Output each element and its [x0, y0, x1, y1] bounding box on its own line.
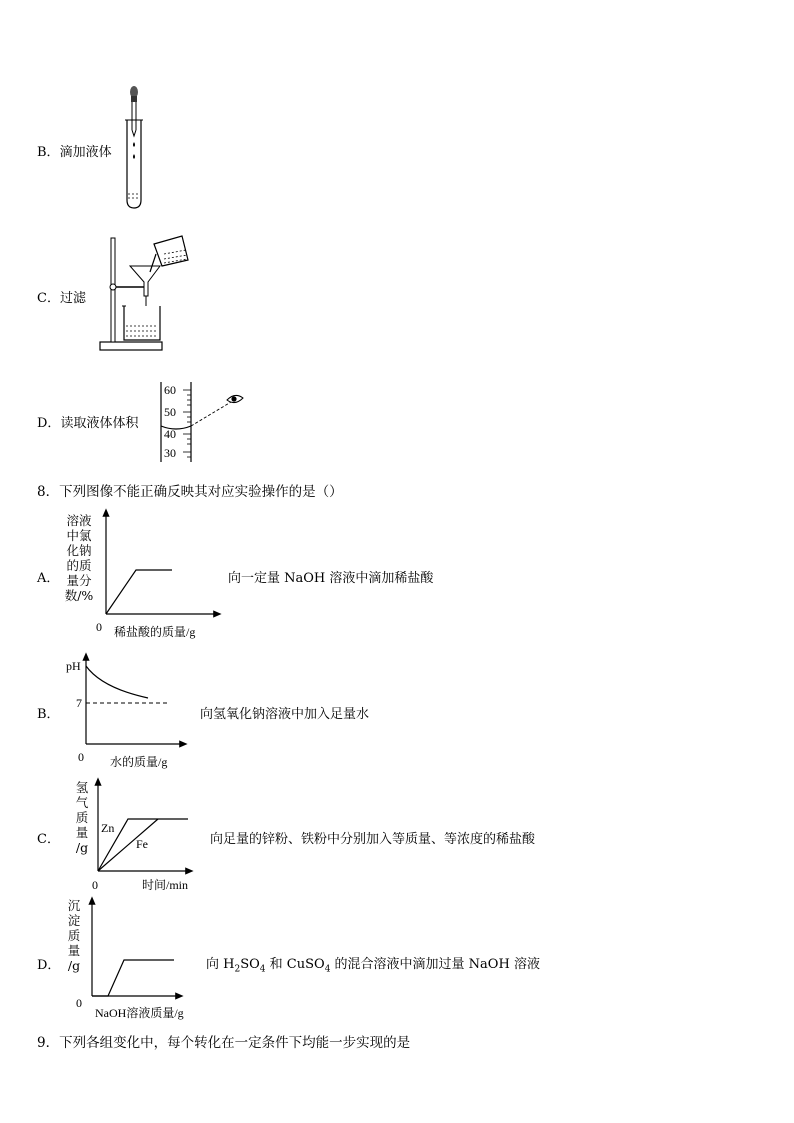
question-9-stem: 9．下列各组变化中，每个转化在一定条件下均能一步实现的是 — [37, 1035, 411, 1051]
caption-part: 的混合溶液中滴加过量 NaOH 溶液 — [330, 957, 540, 972]
y-label-line: 量 — [67, 943, 81, 958]
caption-subscript: 4 — [259, 964, 266, 975]
q8-option-a-letter: A． — [37, 571, 60, 586]
option-letter: B． — [37, 145, 60, 160]
graph-d-y-label — [63, 898, 85, 973]
caption-part: 向 H — [206, 957, 235, 972]
graph-a-caption: 向一定量 NaOH 溶液中滴加稀盐酸 — [228, 571, 434, 586]
y-label-line: 的质 — [66, 558, 92, 573]
tick-label: 30 — [164, 446, 176, 460]
caption-subscript: 2 — [234, 964, 241, 975]
graph-c-series-fe: Fe — [136, 837, 148, 851]
dropper-test-tube-figure — [118, 82, 152, 210]
graduated-cylinder-figure — [155, 380, 250, 464]
graph-b-caption: 向氢氧化钠溶液中加入足量水 — [200, 707, 370, 722]
graph-a-origin: 0 — [96, 620, 102, 634]
y-label-line: 氢 — [75, 780, 89, 795]
y-label-line: /g — [67, 958, 81, 973]
tick-label: 50 — [164, 405, 176, 419]
y-label-line: 淀 — [67, 913, 81, 928]
graph-b-x-label: 水的质量/g — [110, 755, 168, 769]
graph-a-x-label: 稀盐酸的质量/g — [114, 625, 196, 639]
graph-c-y-label — [71, 780, 93, 855]
graph-a-plot — [96, 508, 226, 618]
q8-option-b-letter: B． — [37, 707, 60, 722]
y-label-line: 化钠 — [66, 543, 92, 558]
y-label-line: 气 — [75, 795, 89, 810]
option-text: 过滤 — [59, 291, 86, 306]
graph-d-x-label: NaOH溶液质量/g — [95, 1006, 184, 1020]
option-text: 滴加液体 — [59, 145, 112, 160]
graph-c-caption: 向足量的锌粉、铁粉中分别加入等质量、等浓度的稀盐酸 — [210, 832, 536, 847]
option-letter: D． — [37, 416, 61, 431]
option-c-label — [37, 287, 86, 306]
graph-a-y-label — [62, 513, 96, 603]
y-label-line: /g — [75, 840, 89, 855]
y-label-line: 沉 — [67, 898, 81, 913]
caption-part: 和 CuSO — [265, 957, 325, 972]
option-text: 读取液体体积 — [60, 416, 139, 431]
caption-subscript: 4 — [324, 964, 331, 975]
graph-b-y-label: pH — [66, 659, 81, 673]
y-label-line: 量 — [75, 825, 89, 840]
filtration-apparatus-figure — [98, 232, 200, 356]
graph-c-series-zn: Zn — [101, 821, 115, 835]
y-label-line: 质 — [75, 810, 89, 825]
graph-d-caption — [206, 953, 540, 975]
graph-d-origin: 0 — [76, 996, 82, 1010]
q8-option-d-letter: D． — [37, 958, 61, 973]
y-label-line: 溶液 — [66, 513, 92, 528]
option-letter: C． — [37, 291, 60, 306]
y-label-line: 数/% — [64, 588, 94, 603]
graph-b-ref-label: 7 — [76, 696, 82, 710]
graph-c-x-label: 时间/min — [142, 878, 189, 892]
y-label-line: 质 — [67, 928, 81, 943]
graph-b-origin: 0 — [78, 750, 84, 764]
tick-label: 40 — [164, 427, 176, 441]
question-8-stem: 8．下列图像不能正确反映其对应实验操作的是（） — [37, 484, 343, 500]
y-label-line: 中氯 — [66, 528, 92, 543]
graph-d-plot — [86, 896, 186, 1000]
option-d-label — [37, 412, 138, 431]
tick-label: 60 — [164, 383, 176, 397]
q8-option-c-letter: C． — [37, 832, 60, 847]
y-label-line: 量分 — [66, 573, 92, 588]
graph-b-plot — [80, 652, 190, 748]
caption-part: SO — [240, 957, 260, 972]
option-b-label — [37, 141, 112, 160]
graph-c-origin: 0 — [92, 878, 98, 892]
